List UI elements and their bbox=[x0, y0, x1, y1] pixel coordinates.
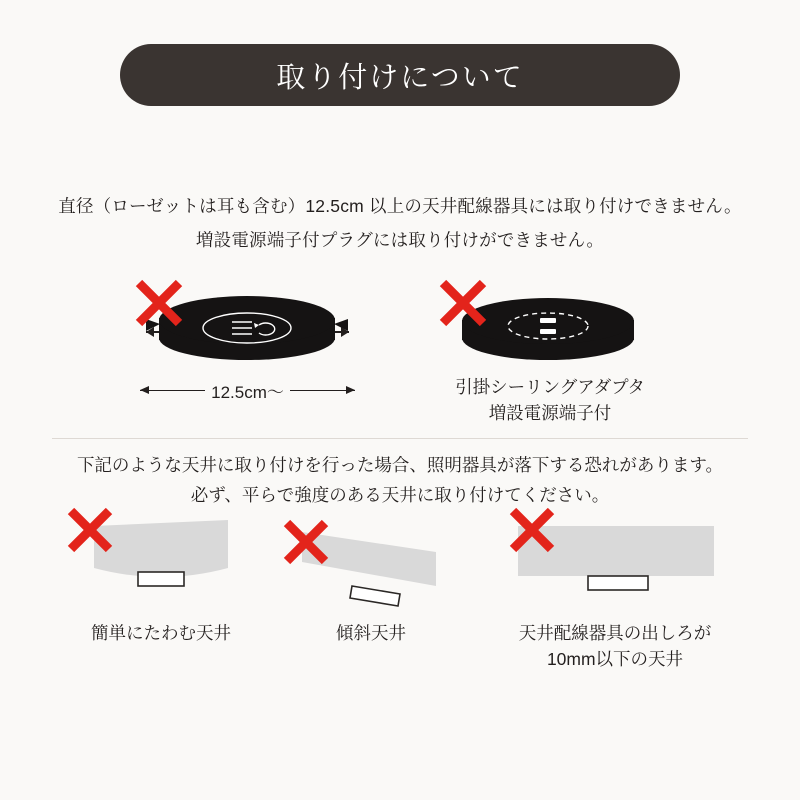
section2-line2: 必ず、平らで強度のある天井に取り付けてください。 bbox=[190, 485, 610, 505]
page-title: 取り付けについて bbox=[276, 61, 524, 94]
adapter-caption-line2: 増設電源端子付 bbox=[488, 403, 612, 423]
section-divider bbox=[52, 438, 748, 439]
rosette-dimension-label: 12.5cm～ bbox=[211, 382, 284, 402]
figure-caption-sloped bbox=[256, 620, 486, 646]
rosette-dimension bbox=[140, 378, 355, 402]
figure-caption-shallow bbox=[470, 620, 760, 672]
figure-shallow-fitting bbox=[510, 512, 720, 608]
adapter-caption bbox=[410, 374, 690, 426]
caption-line1: 簡単にたわむ天井 bbox=[91, 623, 231, 643]
caption-line1: 天井配線器具の出しろが bbox=[518, 623, 712, 643]
section2-line1: 下記のような天井に取り付けを行った場合、照明器具が落下する恐れがあります。 bbox=[76, 455, 724, 475]
adapter-illustration bbox=[448, 288, 648, 373]
sagging-ceiling-illustration bbox=[86, 512, 236, 608]
section1-line2: 増設電源端子付プラグには取り付けができません。 bbox=[195, 230, 605, 250]
figure-caption-sagging bbox=[36, 620, 286, 646]
section2-description bbox=[0, 450, 800, 510]
adapter-caption-line1: 引掛シーリングアダプタ bbox=[455, 377, 645, 397]
section1-line1: 直径（ローゼットは耳も含む）12.5cm 以上の天井配線器具には取り付けできません。 bbox=[58, 196, 742, 216]
dimension-arrow-left bbox=[140, 390, 205, 391]
section1-description bbox=[0, 192, 800, 254]
figure-adapter bbox=[448, 288, 648, 373]
figure-sloped-ceiling bbox=[296, 512, 446, 608]
figure-rosette bbox=[140, 288, 355, 373]
dimension-arrow-right bbox=[290, 390, 355, 391]
shallow-fitting-illustration bbox=[510, 512, 720, 608]
page-title-pill bbox=[120, 44, 680, 106]
rosette-illustration bbox=[140, 288, 355, 373]
caption-line1: 傾斜天井 bbox=[336, 623, 406, 643]
caption-line2: 10mm以下の天井 bbox=[546, 649, 684, 669]
figure-sagging-ceiling bbox=[86, 512, 236, 608]
sloped-ceiling-illustration bbox=[296, 512, 446, 608]
